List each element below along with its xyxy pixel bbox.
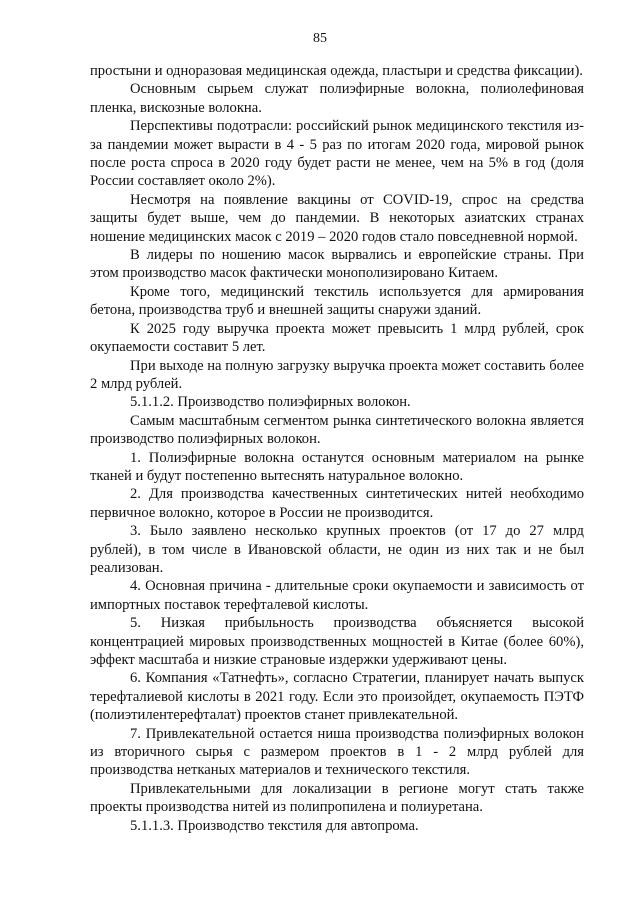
paragraph: В лидеры по ношению масок вырвались и европейские страны. При этом производство масок фактически монополизировано Китаем.: [90, 247, 584, 282]
section-heading: 5.1.1.3. Производство текстиля для автопрома.: [130, 817, 419, 834]
list-item: 3. Было заявлено несколько крупных проектов (от 17 до 27 млрд рублей), в том числе в Ивановской области, не один из них так и не был реализован.: [90, 523, 584, 576]
paragraph: Несмотря на появление вакцины от COVID-19, спрос на средства защиты будет выше, чем до пандемии. В некоторых азиатских странах ношение медицинских масок с 2019 – 2020 годов стало повседневной нормой.: [90, 191, 584, 245]
list-item: 1. Полиэфирные волокна останутся основным материалом на рынке тканей и будут постепенно вытеснять натуральное волокно.: [90, 449, 584, 484]
paragraph: Самым масштабным сегментом рынка синтетического волокна является производство полиэфирных волокон.: [90, 412, 584, 448]
page-number: 85: [313, 31, 327, 46]
list-item: 4. Основная причина - длительные сроки окупаемости и зависимость от импортных поставок терефталевой кислоты.: [90, 578, 584, 613]
paragraph: При выходе на полную загрузку выручка проекта может составить более 2 млрд рублей.: [90, 357, 584, 392]
paragraph: Привлекательными для локализации в регионе могут стать также проекты производства нитей из полипропилена и полиуретана.: [90, 780, 584, 816]
paragraph: Основным сырьем служат полиэфирные волокна, полиолефиновая пленка, вискозные волокна.: [90, 81, 584, 116]
list-item: 6. Компания «Татнефть», согласно Стратегии, планирует начать выпуск терефталиевой кислоты в 2021 году. Если это произойдет, окупаемость ПЭТФ (полиэтилентерефталат) проектов станет привлекательной.: [90, 670, 584, 724]
paragraph: К 2025 году выручка проекта может превысить 1 млрд рублей, срок окупаемости составит 5 лет.: [90, 320, 584, 356]
section-heading: 5.1.1.2. Производство полиэфирных волокон.: [130, 394, 411, 411]
paragraph: простыни и одноразовая медицинская одежда, пластыри и средства фиксации).: [90, 63, 583, 79]
body-text: [90, 62, 584, 835]
list-item: 5. Низкая прибыльность производства объясняется высокой концентрацией мировых производственных мощностей в Китае (более 60%), эффект масштаба и низкие страновые издержки удерживают цены.: [90, 615, 584, 668]
list-item: 7. Привлекательной остается ниша производства полиэфирных волокон из вторичного сырья с размером проектов в 1 - 2 млрд рублей для производства нетканых материалов и технического текстиля.: [90, 725, 584, 779]
paragraph: Кроме того, медицинский текстиль используется для армирования бетона, производства труб и внешней защиты снаружи зданий.: [90, 283, 584, 319]
paragraph: Перспективы подотрасли: российский рынок медицинского текстиля из-за пандемии может вырасти в 4 - 5 раз по итогам 2020 года, мировой рынок после роста спроса в 2020 году будет расти не менее, чем на 5% в год (доля России составляет около 2%).: [90, 118, 584, 190]
list-item: 2. Для производства качественных синтетических нитей необходимо первичное волокно, которое в России не производится.: [90, 486, 584, 521]
